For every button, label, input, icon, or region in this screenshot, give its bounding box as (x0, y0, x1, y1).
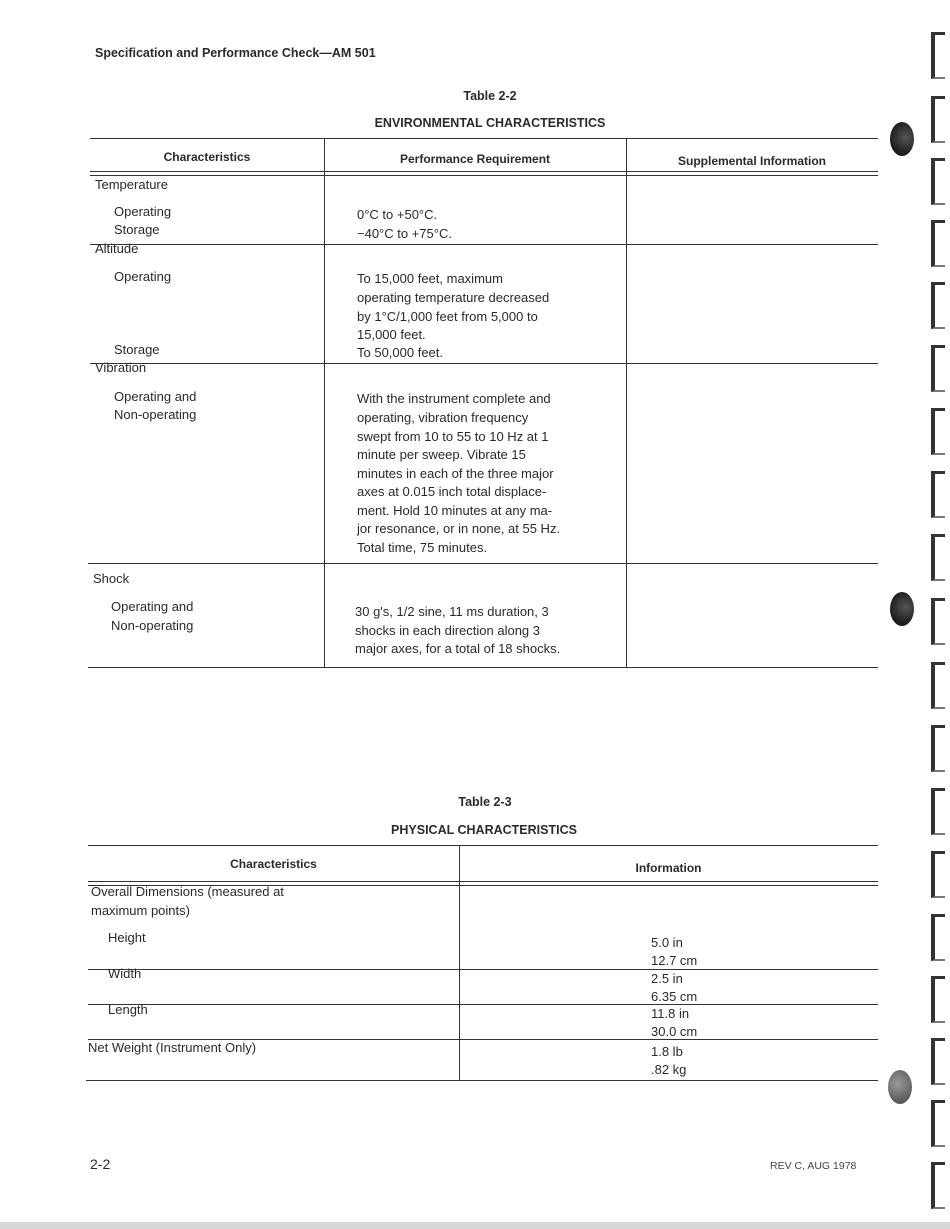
table-2-2-title: ENVIRONMENTAL CHARACTERISTICS (374, 116, 606, 130)
table-rule (90, 363, 878, 364)
height-label: Height (108, 930, 146, 945)
binder-ring-icon (931, 976, 945, 1023)
vibration-condition-line: Operating and (114, 389, 197, 404)
binder-ring-icon (931, 725, 945, 772)
altitude-operating-label: Operating (114, 269, 172, 284)
vibration-req-line: operating, vibration frequency (357, 410, 529, 425)
binder-ring-icon (931, 914, 945, 961)
binder-ring-icon (931, 598, 945, 645)
length-label: Length (108, 1002, 148, 1017)
altitude-operating-value-line: To 15,000 feet, maximum (357, 271, 503, 286)
table-rule (88, 563, 878, 564)
altitude-operating-value-line: by 1°C/1,000 feet from 5,000 to (357, 309, 538, 324)
length-in-value: 11.8 in (651, 1006, 690, 1021)
table-rule (459, 845, 460, 1080)
temperature-storage-value: −40°C to +75°C. (357, 226, 452, 241)
overall-dimensions-line: maximum points) (91, 903, 190, 918)
width-cm-value: 6.35 cm (651, 989, 698, 1004)
height-cm-value: 12.7 cm (651, 953, 698, 968)
net-weight-kg-value: .82 kg (651, 1062, 687, 1077)
vibration-req-line: With the instrument complete and (357, 391, 551, 406)
binder-ring-icon (931, 662, 945, 709)
vibration-req-line: Total time, 75 minutes. (357, 540, 488, 555)
vibration-req-line: axes at 0.015 inch total displace- (357, 484, 547, 499)
table-rule (90, 171, 878, 172)
vibration-req-line: jor resonance, or in none, at 55 Hz. (357, 521, 561, 536)
shock-req-line: 30 g's, 1/2 sine, 11 ms duration, 3 (355, 604, 549, 619)
net-weight-lb-value: 1.8 lb (651, 1044, 683, 1059)
col-header-supplemental: Supplemental Information (677, 154, 826, 168)
altitude-storage-label: Storage (114, 342, 160, 357)
col-header-performance: Performance Requirement (399, 152, 551, 166)
vibration-req-line: ment. Hold 10 minutes at any ma- (357, 503, 553, 518)
vibration-req-line: minute per sweep. Vibrate 15 (357, 447, 526, 462)
running-header: Specification and Performance Check—AM 501 (95, 46, 376, 60)
temperature-storage-label: Storage (114, 222, 160, 237)
shock-label: Shock (93, 571, 130, 586)
temperature-operating-value: 0°C to +50°C. (357, 207, 438, 222)
altitude-label: Altitude (95, 241, 139, 256)
table-rule (88, 667, 878, 668)
punch-hole-icon (890, 592, 914, 626)
table-rule (86, 1080, 878, 1081)
altitude-storage-value: To 50,000 feet. (357, 345, 444, 360)
binder-ring-icon (931, 96, 945, 143)
shock-condition-line: Operating and (111, 599, 194, 614)
punch-hole-icon (888, 1070, 912, 1104)
table-rule (90, 175, 878, 176)
overall-dimensions-line: Overall Dimensions (measured at (91, 884, 284, 899)
page-bottom-edge (0, 1222, 950, 1229)
net-weight-label: Net Weight (Instrument Only) (88, 1040, 257, 1055)
table-2-3-label: Table 2-3 (458, 795, 512, 809)
vibration-req-line: swept from 10 to 55 to 10 Hz at 1 (357, 429, 549, 444)
altitude-operating-value-line: operating temperature decreased (357, 290, 550, 305)
vibration-req-line: minutes in each of the three major (357, 466, 554, 481)
table-rule (90, 138, 878, 139)
binder-ring-icon (931, 220, 945, 267)
temperature-operating-label: Operating (114, 204, 172, 219)
binder-ring-icon (931, 1162, 945, 1209)
binder-ring-icon (931, 534, 945, 581)
revision-note: REV C, AUG 1978 (770, 1160, 857, 1172)
shock-req-line: major axes, for a total of 18 shocks. (355, 641, 561, 656)
width-label: Width (108, 966, 142, 981)
binder-ring-icon (931, 32, 945, 79)
binder-ring-icon (931, 851, 945, 898)
binder-ring-icon (931, 345, 945, 392)
altitude-operating-value-line: 15,000 feet. (357, 327, 426, 342)
table-rule (90, 244, 878, 245)
table-rule (88, 881, 878, 882)
shock-condition-line: Non-operating (111, 618, 194, 633)
vibration-condition-line: Non-operating (114, 407, 197, 422)
binder-ring-icon (931, 1100, 945, 1147)
table-rule (88, 1004, 878, 1005)
shock-req-line: shocks in each direction along 3 (355, 623, 541, 638)
col-header-characteristics: Characteristics (230, 857, 317, 871)
binder-ring-icon (931, 788, 945, 835)
vibration-label: Vibration (95, 360, 147, 375)
binder-ring-icon (931, 158, 945, 205)
col-header-information: Information (635, 861, 702, 875)
binder-ring-icon (931, 1038, 945, 1085)
table-rule (626, 138, 627, 667)
table-2-2-label: Table 2-2 (463, 89, 517, 103)
table-2-3-title: PHYSICAL CHARACTERISTICS (391, 823, 577, 837)
page-number: 2-2 (90, 1156, 111, 1172)
width-in-value: 2.5 in (651, 971, 683, 986)
punch-hole-icon (890, 122, 914, 156)
temperature-label: Temperature (95, 177, 168, 192)
col-header-characteristics: Characteristics (163, 150, 251, 164)
length-cm-value: 30.0 cm (651, 1024, 698, 1039)
table-rule (88, 845, 878, 846)
binder-ring-icon (931, 471, 945, 518)
binder-ring-icon (931, 408, 945, 455)
height-in-value: 5.0 in (651, 935, 683, 950)
table-rule (324, 138, 325, 667)
table-rule (88, 969, 878, 970)
binder-ring-icon (931, 282, 945, 329)
